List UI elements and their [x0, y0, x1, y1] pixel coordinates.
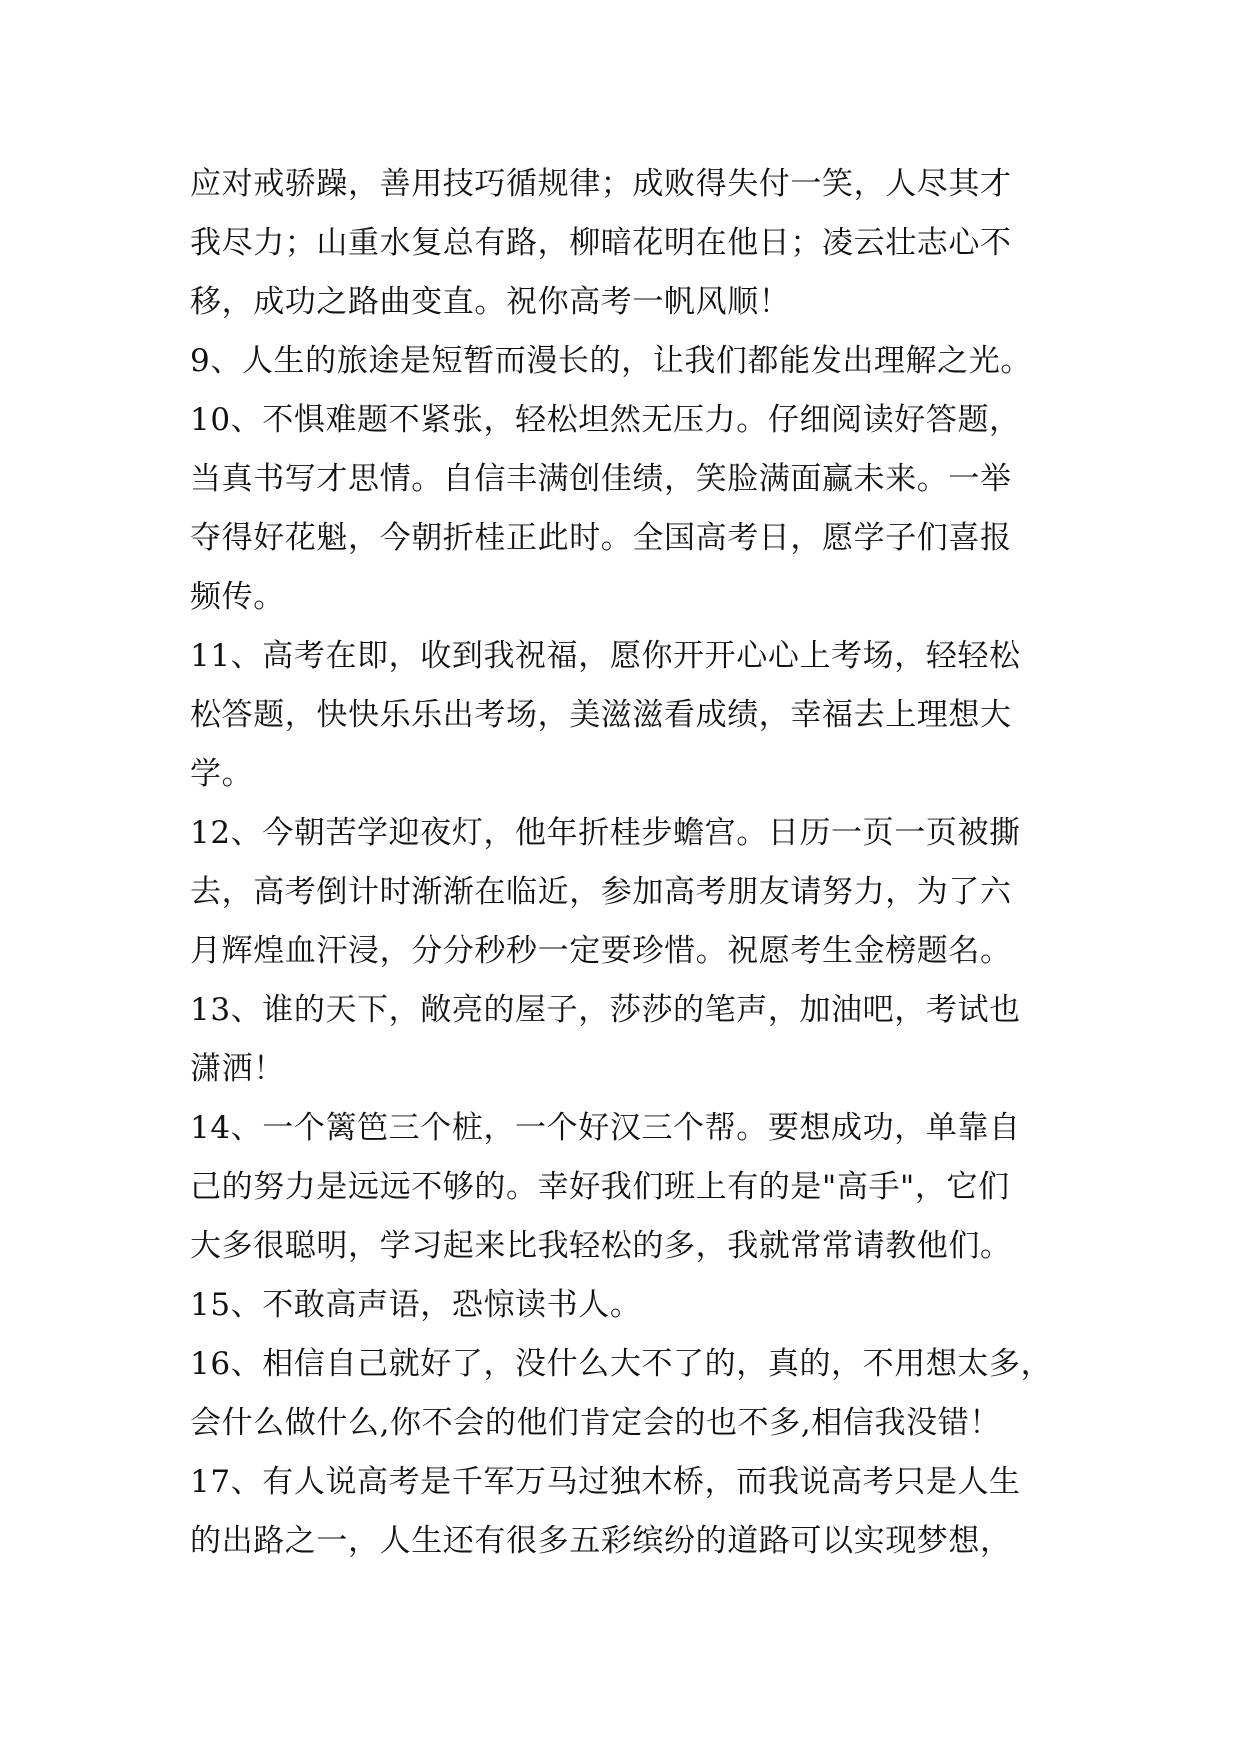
- text-line: 的出路之一，人生还有很多五彩缤纷的道路可以实现梦想，: [190, 1523, 1012, 1559]
- text-line: 夺得好花魁，今朝折桂正此时。全国高考日，愿学子们喜报: [190, 520, 1012, 556]
- text-line: 月辉煌血汗浸，分分秒秒一定要珍惜。祝愿考生金榜题名。: [190, 933, 1012, 969]
- text-line: 己的努力是远远不够的。幸好我们班上有的是"高手"，它们: [190, 1169, 1010, 1205]
- text-line: 14、一个篱笆三个桩，一个好汉三个帮。要想成功，单靠自: [190, 1110, 1021, 1146]
- text-line: 应对戒骄躁，善用技巧循规律；成败得失付一笑，人尽其才: [190, 166, 1012, 202]
- text-line: 去，高考倒计时渐渐在临近，参加高考朋友请努力，为了六: [190, 874, 1012, 910]
- text-line: 11、高考在即，收到我祝福，愿你开开心心上考场，轻轻松: [190, 638, 1021, 674]
- text-line: 频传。: [190, 579, 285, 615]
- text-line: 松答题，快快乐乐出考场，美滋滋看成绩，幸福去上理想大: [190, 697, 1012, 733]
- text-line: 学。: [190, 756, 254, 792]
- text-line: 17、有人说高考是千军万马过独木桥，而我说高考只是人生: [190, 1464, 1021, 1500]
- text-line: 16、相信自己就好了，没什么大不了的，真的，不用想太多，: [190, 1346, 1053, 1382]
- text-line: 10、不惧难题不紧张，轻松坦然无压力。仔细阅读好答题，: [190, 402, 1021, 438]
- text-line: 当真书写才思情。自信丰满创佳绩，笑脸满面赢未来。一举: [190, 461, 1012, 497]
- text-line: 移，成功之路曲变直。祝你高考一帆风顺！: [190, 284, 791, 320]
- text-line: 大多很聪明，学习起来比我轻松的多，我就常常请教他们。: [190, 1228, 1012, 1264]
- text-line: 潇洒！: [190, 1051, 285, 1087]
- text-line: 我尽力；山重水复总有路，柳暗花明在他日；凌云壮志心不: [190, 225, 1012, 261]
- text-line: 15、不敢高声语，恐惊读书人。: [190, 1287, 642, 1323]
- text-line: 9、人生的旅途是短暂而漫长的，让我们都能发出理解之光。: [190, 343, 1032, 379]
- text-line: 13、谁的天下，敞亮的屋子，莎莎的笔声，加油吧，考试也: [190, 992, 1021, 1028]
- text-line: 会什么做什么,你不会的他们肯定会的也不多,相信我没错！: [190, 1405, 1001, 1441]
- text-line: 12、今朝苦学迎夜灯，他年折桂步蟾宫。日历一页一页被撕: [190, 815, 1021, 851]
- document-body: [190, 155, 1080, 1571]
